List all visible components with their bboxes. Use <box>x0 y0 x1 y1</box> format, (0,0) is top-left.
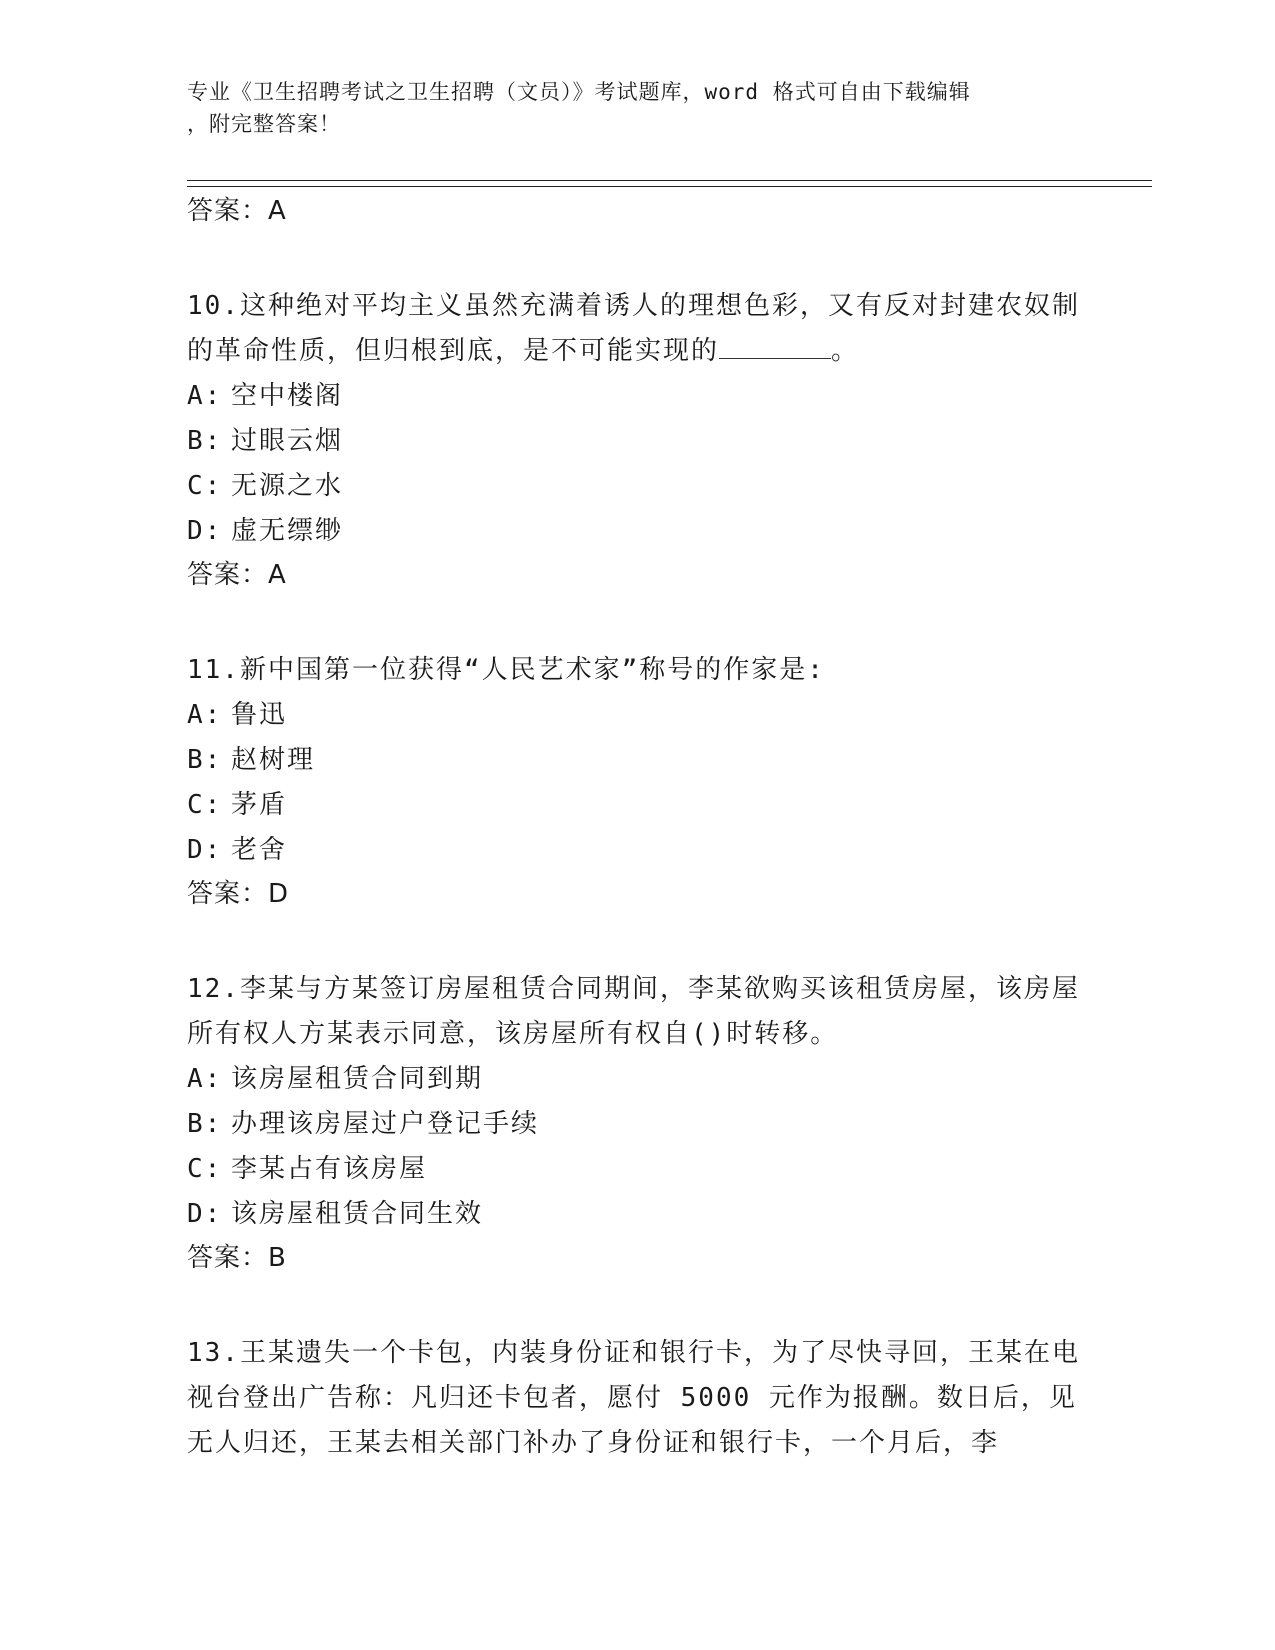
option-b: B: 过眼云烟 <box>187 426 344 456</box>
option-a: A: 该房屋租赁合同到期 <box>187 1064 484 1094</box>
header-line-2: ，附完整答案！ <box>187 112 341 136</box>
option-b: B: 赵树理 <box>187 745 316 775</box>
question-11 <box>187 648 1087 915</box>
answer-line: 答案：D <box>187 879 290 909</box>
question-text: 11.新中国第一位获得“人民艺术家”称号的作家是: <box>187 655 825 685</box>
question-text: 13.王某遗失一个卡包，内装身份证和银行卡，为了尽快寻回，王某在电视台登出广告称：凡归还卡包者，愿付 5000 元作为报酬。数日后，见无人归还，王某去相关部门补办了身份证和银行卡，一个月后，李 <box>187 1338 1080 1458</box>
fill-in-blank <box>719 332 831 359</box>
option-c: C: 无源之水 <box>187 471 344 501</box>
option-c: C: 李某占有该房屋 <box>187 1154 428 1184</box>
question-text: 10.这种绝对平均主义虽然充满着诱人的理想色彩，又有反对封建农奴制的革命性质，但归根到底，是不可能实现的 。 <box>187 291 1080 366</box>
option-b: B: 办理该房屋过户登记手续 <box>187 1109 540 1139</box>
header-rule-top <box>187 180 1152 181</box>
question-list <box>187 190 1087 1466</box>
question-13 <box>187 1331 1087 1466</box>
option-d: D: 老舍 <box>187 835 288 865</box>
option-d: D: 虚无缥缈 <box>187 516 344 546</box>
answer-line: 答案：A <box>187 196 287 226</box>
option-a: A: 空中楼阁 <box>187 381 344 411</box>
question-text: 12.李某与方某签订房屋租赁合同期间，李某欲购买该租赁房屋，该房屋所有权人方某表示同意，该房屋所有权自()时转移。 <box>187 974 1080 1049</box>
header-line-1: 专业《卫生招聘考试之卫生招聘（文员）》考试题库，word 格式可自由下载编辑 <box>187 80 971 104</box>
option-c: C: 茅盾 <box>187 790 288 820</box>
option-a: A: 鲁迅 <box>187 700 288 730</box>
header-rule-bottom <box>187 186 1152 187</box>
question-12 <box>187 967 1087 1279</box>
answer-line: 答案：A <box>187 560 287 590</box>
question-10 <box>187 284 1087 596</box>
answer-line: 答案：B <box>187 1243 287 1273</box>
option-d: D: 该房屋租赁合同生效 <box>187 1199 484 1229</box>
document-header <box>187 76 1067 140</box>
